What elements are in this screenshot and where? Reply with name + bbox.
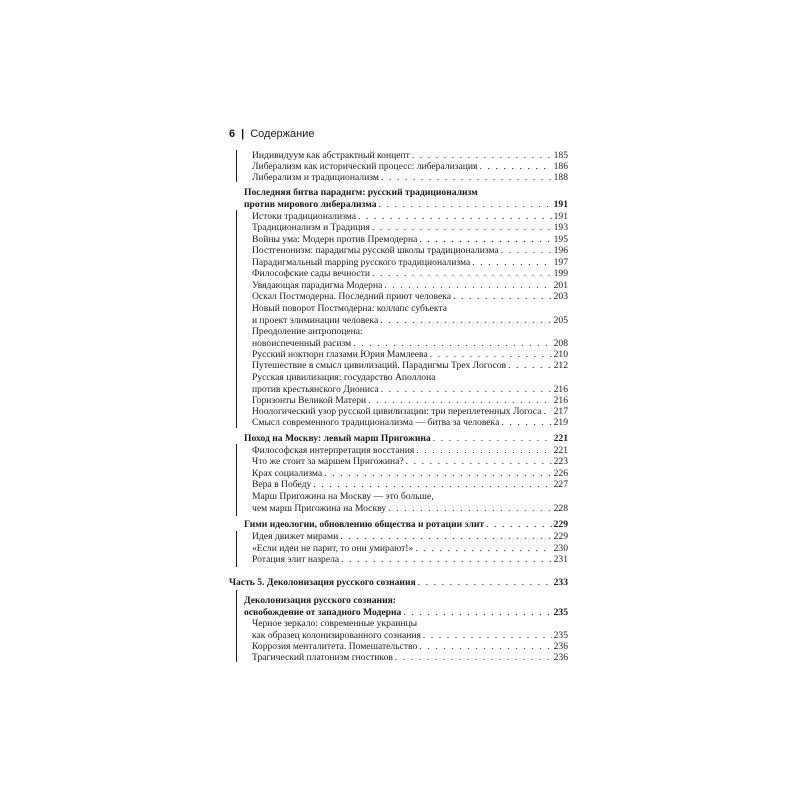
toc-entry-title-line2: против мирового либерализма xyxy=(244,198,377,210)
toc-entry-title-line2: освобождение от западного Модерна xyxy=(244,606,402,618)
running-header xyxy=(229,126,315,142)
section-rule xyxy=(236,150,237,182)
toc-leader-dots xyxy=(418,577,552,589)
toc-leader-dots xyxy=(419,641,551,653)
toc-entry xyxy=(252,618,568,641)
toc-entry-title-line1: Марш Пригожина на Москву — это больше, xyxy=(252,491,434,502)
toc-leader-dots xyxy=(341,554,551,566)
header-title: Содержание xyxy=(250,128,315,140)
toc-page-number: 201 xyxy=(553,280,568,291)
toc-section-entry xyxy=(244,519,568,531)
toc-entry xyxy=(252,543,568,555)
toc-entry-title: Смысл современного традиционализма — битва за человека xyxy=(252,417,500,428)
toc-leader-dots xyxy=(384,280,551,292)
toc-entry-title-line1: Последняя битва парадигм: русский традиционализм xyxy=(244,187,478,198)
toc-leader-dots xyxy=(501,417,551,429)
toc-entry-title-line1: Деколонизация русского сознания: xyxy=(244,595,396,606)
toc-entry xyxy=(252,150,568,162)
toc-leader-dots xyxy=(543,406,551,418)
toc-page-number: 205 xyxy=(553,314,568,326)
toc-entry-title: «Если идеи не парит, то они умирают!» xyxy=(252,543,414,554)
toc-entry-title: Индивидуум как абстрактный концепт xyxy=(252,150,410,161)
header-separator: | xyxy=(241,128,245,140)
toc-page-number: 195 xyxy=(553,234,568,245)
section-rule xyxy=(236,531,237,567)
toc-page-number: 188 xyxy=(553,172,568,183)
toc-leader-dots xyxy=(353,338,551,350)
toc-page-number: 223 xyxy=(553,456,568,467)
toc-page-number: 196 xyxy=(553,245,568,256)
toc-page-number: 216 xyxy=(553,395,568,406)
toc-entry-title: Идея движет мирами xyxy=(252,531,339,542)
toc-leader-dots xyxy=(372,268,552,280)
toc-entry-title: Ноологический узор русской цивилизации: три переплетенных Логоса xyxy=(252,406,542,417)
toc-leader-dots xyxy=(395,652,552,664)
toc-leader-dots xyxy=(372,222,552,234)
toc-entry xyxy=(252,652,568,664)
page-number: 6 xyxy=(229,128,236,140)
toc-entry xyxy=(252,406,568,418)
toc-entry-title-line2: и проект элиминации человека xyxy=(252,314,379,326)
toc-page-number: 186 xyxy=(553,161,568,172)
toc-entry-title: Горизонты Великой Матери xyxy=(252,395,367,406)
toc-leader-dots xyxy=(388,503,552,515)
toc-leader-dots xyxy=(358,211,552,223)
toc-entry xyxy=(252,479,568,491)
toc-entry xyxy=(252,641,568,653)
toc-entry-title-line1: Русская цивилизация: государство Аполлона xyxy=(252,372,436,383)
toc-entry-title: Путешествие в смысл цивилизаций. Парадигмы Трех Логосов xyxy=(252,360,507,371)
toc-leader-dots xyxy=(479,161,551,173)
toc-entry xyxy=(252,456,568,468)
toc-page-number: 199 xyxy=(553,268,568,279)
toc-page-number: 229 xyxy=(553,519,568,530)
toc-entry-title: Традиционализм и Традиция xyxy=(252,222,370,233)
toc-page-number: 219 xyxy=(553,417,568,428)
toc-entry-title: Гимн идеологии, обновлению общества и ротации элит xyxy=(244,519,485,530)
toc-page-number: 216 xyxy=(553,383,568,395)
toc-page-number: 221 xyxy=(553,445,568,456)
toc-entry xyxy=(252,161,568,173)
section-rule xyxy=(236,590,237,662)
toc-entry-title: Русский ноктюрн глазами Юрия Мамлеева xyxy=(252,349,428,360)
toc-section-entry xyxy=(244,433,568,445)
toc-entry-title: Философская интерпретация восстания xyxy=(252,445,415,456)
toc-page-number: 226 xyxy=(553,468,568,479)
toc-entry-title: Философские сады вечности xyxy=(252,268,370,279)
toc-entry-title-line2: как образец колонизированного сознания xyxy=(252,629,421,641)
toc-page-number: 212 xyxy=(553,360,568,371)
toc-page-number: 191 xyxy=(553,211,568,222)
toc-leader-dots xyxy=(379,199,552,211)
toc-entry-title: Коррозия менталитета. Помешательство xyxy=(252,641,418,652)
toc-entry-title: Оскал Постмодерна. Последний приют человека xyxy=(252,291,452,302)
toc-leader-dots xyxy=(486,519,551,531)
toc-leader-dots xyxy=(453,291,552,303)
toc-entry-title: Ротация элит назрела xyxy=(252,554,340,565)
toc-entry xyxy=(252,554,568,566)
toc-entry xyxy=(252,172,568,184)
toc-page-number: 236 xyxy=(553,641,568,652)
toc-leader-dots xyxy=(403,607,551,619)
toc-page-number: 221 xyxy=(553,433,568,444)
toc-leader-dots xyxy=(313,479,551,491)
toc-leader-dots xyxy=(423,630,552,642)
toc-page-number: 236 xyxy=(553,652,568,663)
section-rule xyxy=(236,210,237,428)
toc-entry-title-line1: Черное зеркало: современные украинцы xyxy=(252,618,418,629)
toc-leader-dots xyxy=(368,395,551,407)
toc-entry-title-line2: чем марш Пригожина на Москву xyxy=(252,502,387,514)
toc-entry-title: Либерализм и традиционализм xyxy=(252,172,379,183)
toc-section-entry xyxy=(244,187,568,210)
toc-entry-title: Вера в Победу xyxy=(252,479,312,490)
toc-entry-title-line2: новоиспеченный расизм xyxy=(252,337,352,349)
toc-page-number: 233 xyxy=(553,577,568,588)
toc-entry xyxy=(252,395,568,407)
toc-page-number: 230 xyxy=(553,543,568,554)
toc-leader-dots xyxy=(419,234,551,246)
toc-section-entry xyxy=(244,595,568,618)
toc-entry-title: Либерализм как исторический процесс: либерализация xyxy=(252,161,478,172)
toc-entry-title-line1: Преодоление антропоцена: xyxy=(252,326,363,337)
toc-page-number: 229 xyxy=(553,531,568,542)
toc-entry xyxy=(252,234,568,246)
toc-entry-title: Поход на Москву: левый марш Пригожина xyxy=(244,433,431,444)
toc-page-number: 217 xyxy=(553,406,568,417)
section-rule xyxy=(236,444,237,516)
toc-entry xyxy=(252,349,568,361)
toc-entry-title: Увядающая парадигма Модерна xyxy=(252,280,383,291)
toc-page-number: 231 xyxy=(553,554,568,565)
toc-entry xyxy=(252,417,568,429)
toc-entry xyxy=(252,222,568,234)
toc-entry xyxy=(252,291,568,303)
toc-leader-dots xyxy=(430,349,552,361)
toc-entry-title: Крах социализма xyxy=(252,468,323,479)
toc-leader-dots xyxy=(406,456,552,468)
toc-entry xyxy=(252,326,568,349)
toc-entry-title: Войны ума: Модерн против Премодерна xyxy=(252,234,418,245)
toc-leader-dots xyxy=(416,445,551,457)
toc-leader-dots xyxy=(472,257,551,269)
toc-entry xyxy=(252,268,568,280)
toc-page-number: 185 xyxy=(553,150,568,161)
toc-entry xyxy=(252,372,568,395)
toc-page-number: 203 xyxy=(553,291,568,302)
toc-page-number: 193 xyxy=(553,222,568,233)
toc-entry xyxy=(252,360,568,372)
toc-leader-dots xyxy=(380,315,551,327)
toc-page-number: 228 xyxy=(553,502,568,514)
toc-page-number: 197 xyxy=(553,257,568,268)
toc-leader-dots xyxy=(415,543,551,555)
toc-entry xyxy=(252,245,568,257)
toc-entry xyxy=(252,468,568,480)
toc-entry xyxy=(252,280,568,292)
toc-page-number: 227 xyxy=(553,479,568,490)
toc-leader-dots xyxy=(433,433,552,445)
toc-entry-title: Что же стоит за маршем Пригожина? xyxy=(252,456,404,467)
toc-entry xyxy=(252,531,568,543)
toc-leader-dots xyxy=(381,384,552,396)
toc-page-number: 235 xyxy=(553,606,568,618)
toc-leader-dots xyxy=(381,172,552,184)
toc-leader-dots xyxy=(324,468,551,480)
toc-entry xyxy=(252,445,568,457)
toc-entry-title-line1: Новый поворот Постмодерна: коллапс субъекта xyxy=(252,303,447,314)
toc-page-number: 191 xyxy=(553,198,568,210)
toc-entry xyxy=(252,257,568,269)
toc-leader-dots xyxy=(412,150,552,162)
toc-part-entry xyxy=(229,577,568,589)
toc-page-number: 235 xyxy=(553,629,568,641)
toc-page-number: 210 xyxy=(553,349,568,360)
toc-leader-dots xyxy=(501,245,552,257)
toc-entry xyxy=(252,491,568,514)
toc-entry-title: Трагический платонизм гностиков xyxy=(252,652,393,663)
toc-entry xyxy=(252,211,568,223)
toc-entry-title: Постгенонизм: парадигмы русской школы традиционализма xyxy=(252,245,499,256)
toc-leader-dots xyxy=(508,360,552,372)
toc-entry-title: Парадигмальный mapping русского традиционализма xyxy=(252,257,471,268)
toc-entry xyxy=(252,303,568,326)
toc-page-number: 208 xyxy=(553,337,568,349)
toc-entry-title-line2: против крестьянского Диониса xyxy=(252,383,379,395)
toc-leader-dots xyxy=(340,531,551,543)
toc-entry-title: Часть 5. Деколонизация русского сознания xyxy=(229,577,416,588)
toc-entry-title: Истоки традиционализма xyxy=(252,211,357,222)
